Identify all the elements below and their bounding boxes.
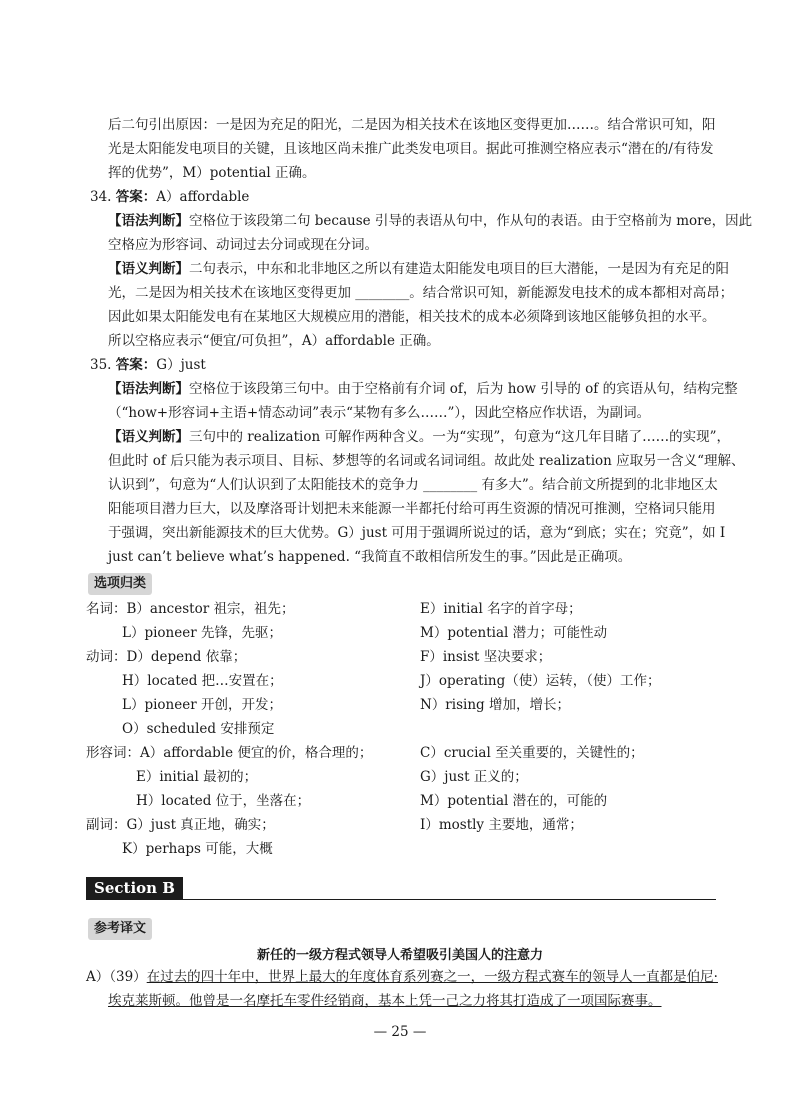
para-a-line-1: [86, 968, 718, 986]
q34-grammar-line-1: [108, 212, 752, 230]
q34-grammar-text-1: 空格位于该段第二句 because 引导的表语从句中，作从句的表语。由于空格前为 more，因此: [189, 213, 753, 229]
q34-answer: A）affordable: [156, 189, 250, 205]
q34-answer-line: [90, 188, 249, 206]
q34-answer-label: 答案：: [115, 189, 157, 205]
classify-tag: 选项归类: [88, 573, 152, 595]
para-a-text-1: 在过去的四十年中，世界上最大的年度体育系列赛之一，一级方程式赛车的领导人一直都是伯尼·: [146, 969, 718, 985]
classify-row-10-right: I）mostly 主要地，通常；: [420, 817, 583, 833]
q33-text-line-1: 后二句引出原因：一是因为充足的阳光，二是因为相关技术在该地区变得更加……。结合常识可知，阳: [108, 117, 716, 133]
q34-meaning-line-4: 所以空格应表示“便宜/可负担”，A）affordable 正确。: [108, 333, 440, 349]
q35-answer-label: 答案：: [115, 357, 157, 373]
para-a-label: A）（39）: [86, 969, 147, 985]
para-a-text-2: 埃克莱斯顿。他曾是一名摩托车零件经销商，基本上凭一己之力将其打造成了一项国际赛事。: [108, 993, 662, 1009]
classify-row-3-left: 动词：D）depend 依靠；: [86, 649, 247, 665]
q34-grammar-tag: 【语法判断】: [108, 213, 189, 229]
q34-meaning-line-2: 光，二是因为相关技术在该地区变得更加 ________。结合常识可知，新能源发电技术的成本都相对高昂；: [108, 285, 734, 301]
classify-row-2-right: M）potential 潜力；可能性动: [420, 625, 608, 641]
q35-answer: G）just: [156, 357, 206, 373]
section-b-heading: Section B: [86, 877, 183, 899]
classify-row-9-left: H）located 位于，坐落在；: [136, 793, 311, 809]
classify-row-9-right: M）potential 潜在的，可能的: [420, 793, 608, 809]
classify-row-7-left: 形容词：A）affordable 便宜的价，格合理的；: [86, 745, 373, 761]
q35-meaning-line-6: just can’t believe what’s happened. “我简直不敢相信所发生的事。”因此是正确项。: [108, 549, 632, 565]
q35-grammar-text-1: 空格位于该段第三句中。由于空格前有介词 of，后为 how 引导的 of 的宾语从句，结构完整: [189, 381, 738, 397]
classify-row-4-left: H）located 把…安置在；: [122, 673, 283, 689]
q35-meaning-text-1: 三句中的 realization 可解作两种含义。一为“实现”，句意为“这几年目睹了……的实现”，: [189, 429, 731, 445]
q33-text-line-3: 挥的优势”，M）potential 正确。: [108, 165, 316, 181]
q34-meaning-line-3: 因此如果太阳能发电有在某地区大规模应用的潜能，相关技术的成本必须降到该地区能够负担的水平。: [108, 309, 716, 325]
classify-row-3-right: F）insist 坚决要求；: [420, 649, 552, 665]
q35-grammar-line-1: [108, 380, 738, 398]
q34-meaning-line-1: [108, 260, 729, 278]
q34-grammar-line-2: 空格应为形容词、动词过去分词或现在分词。: [108, 237, 378, 253]
q34-number: 34.: [90, 189, 112, 205]
classify-row-1-left: 名词：B）ancestor 祖宗，祖先；: [86, 601, 295, 617]
para-a-line-2: [108, 992, 662, 1010]
q34-meaning-tag: 【语义判断】: [108, 261, 189, 277]
section-b-rule: [86, 899, 716, 900]
reference-translation-tag: 参考译文: [88, 918, 152, 940]
q35-number: 35.: [90, 357, 112, 373]
q35-meaning-tag: 【语义判断】: [108, 429, 189, 445]
q35-meaning-line-4: 阳能项目潜力巨大，以及摩洛哥计划把未来能源一半都托付给可再生资源的情况可推测，空格词只能用: [108, 501, 716, 517]
classify-row-7-right: C）crucial 至关重要的，关键性的；: [420, 745, 644, 761]
q35-meaning-line-5: 于强调，突出新能源技术的巨大优势。G）just 可用于强调所说过的话，意为“到底；实在；究竟”，如 I: [108, 525, 726, 541]
classify-row-5-left: L）pioneer 开创，开发；: [122, 697, 282, 713]
q35-meaning-line-2: 但此时 of 后只能为表示项目、目标、梦想等的名词或名词词组。故此处 realization 应取另一含义“理解、: [108, 453, 745, 469]
classify-row-8-left: E）initial 最初的；: [136, 769, 258, 785]
classify-row-6-left: O）scheduled 安排预定: [122, 721, 275, 737]
classify-row-4-right: J）operating（使）运转，（使）工作；: [420, 673, 661, 689]
page-number: — 25 —: [373, 1024, 427, 1040]
q35-grammar-tag: 【语法判断】: [108, 381, 189, 397]
classify-row-8-right: G）just 正义的；: [420, 769, 528, 785]
classify-row-10-left: 副词：G）just 真正地，确实；: [86, 817, 275, 833]
classify-row-5-right: N）rising 增加，增长；: [420, 697, 570, 713]
classify-row-11-left: K）perhaps 可能，大概: [122, 841, 273, 857]
q35-answer-line: [90, 356, 206, 374]
q35-meaning-line-3: 认识到”，句意为“人们认识到了太阳能技术的竞争力 ________ 有多大”。结合前文所提到的北非地区太: [108, 477, 718, 493]
classify-row-2-left: L）pioneer 先锋，先驱；: [122, 625, 282, 641]
q35-meaning-line-1: [108, 428, 730, 446]
article-title: 新任的一级方程式领导人希望吸引美国人的注意力: [256, 948, 543, 963]
q34-meaning-text-1: 二句表示，中东和北非地区之所以有建造太阳能发电项目的巨大潜能，一是因为有充足的阳: [189, 261, 729, 277]
classify-row-1-right: E）initial 名字的首字母；: [420, 601, 582, 617]
q33-text-line-2: 光是太阳能发电项目的关键，且该地区尚未推广此类发电项目。据此可推测空格应表示“潜在的/有待发: [108, 141, 714, 157]
q35-grammar-line-2: （“how+形容词+主语+情态动词”表示“某物有多么……”），因此空格应作状语，为副词。: [108, 405, 651, 421]
